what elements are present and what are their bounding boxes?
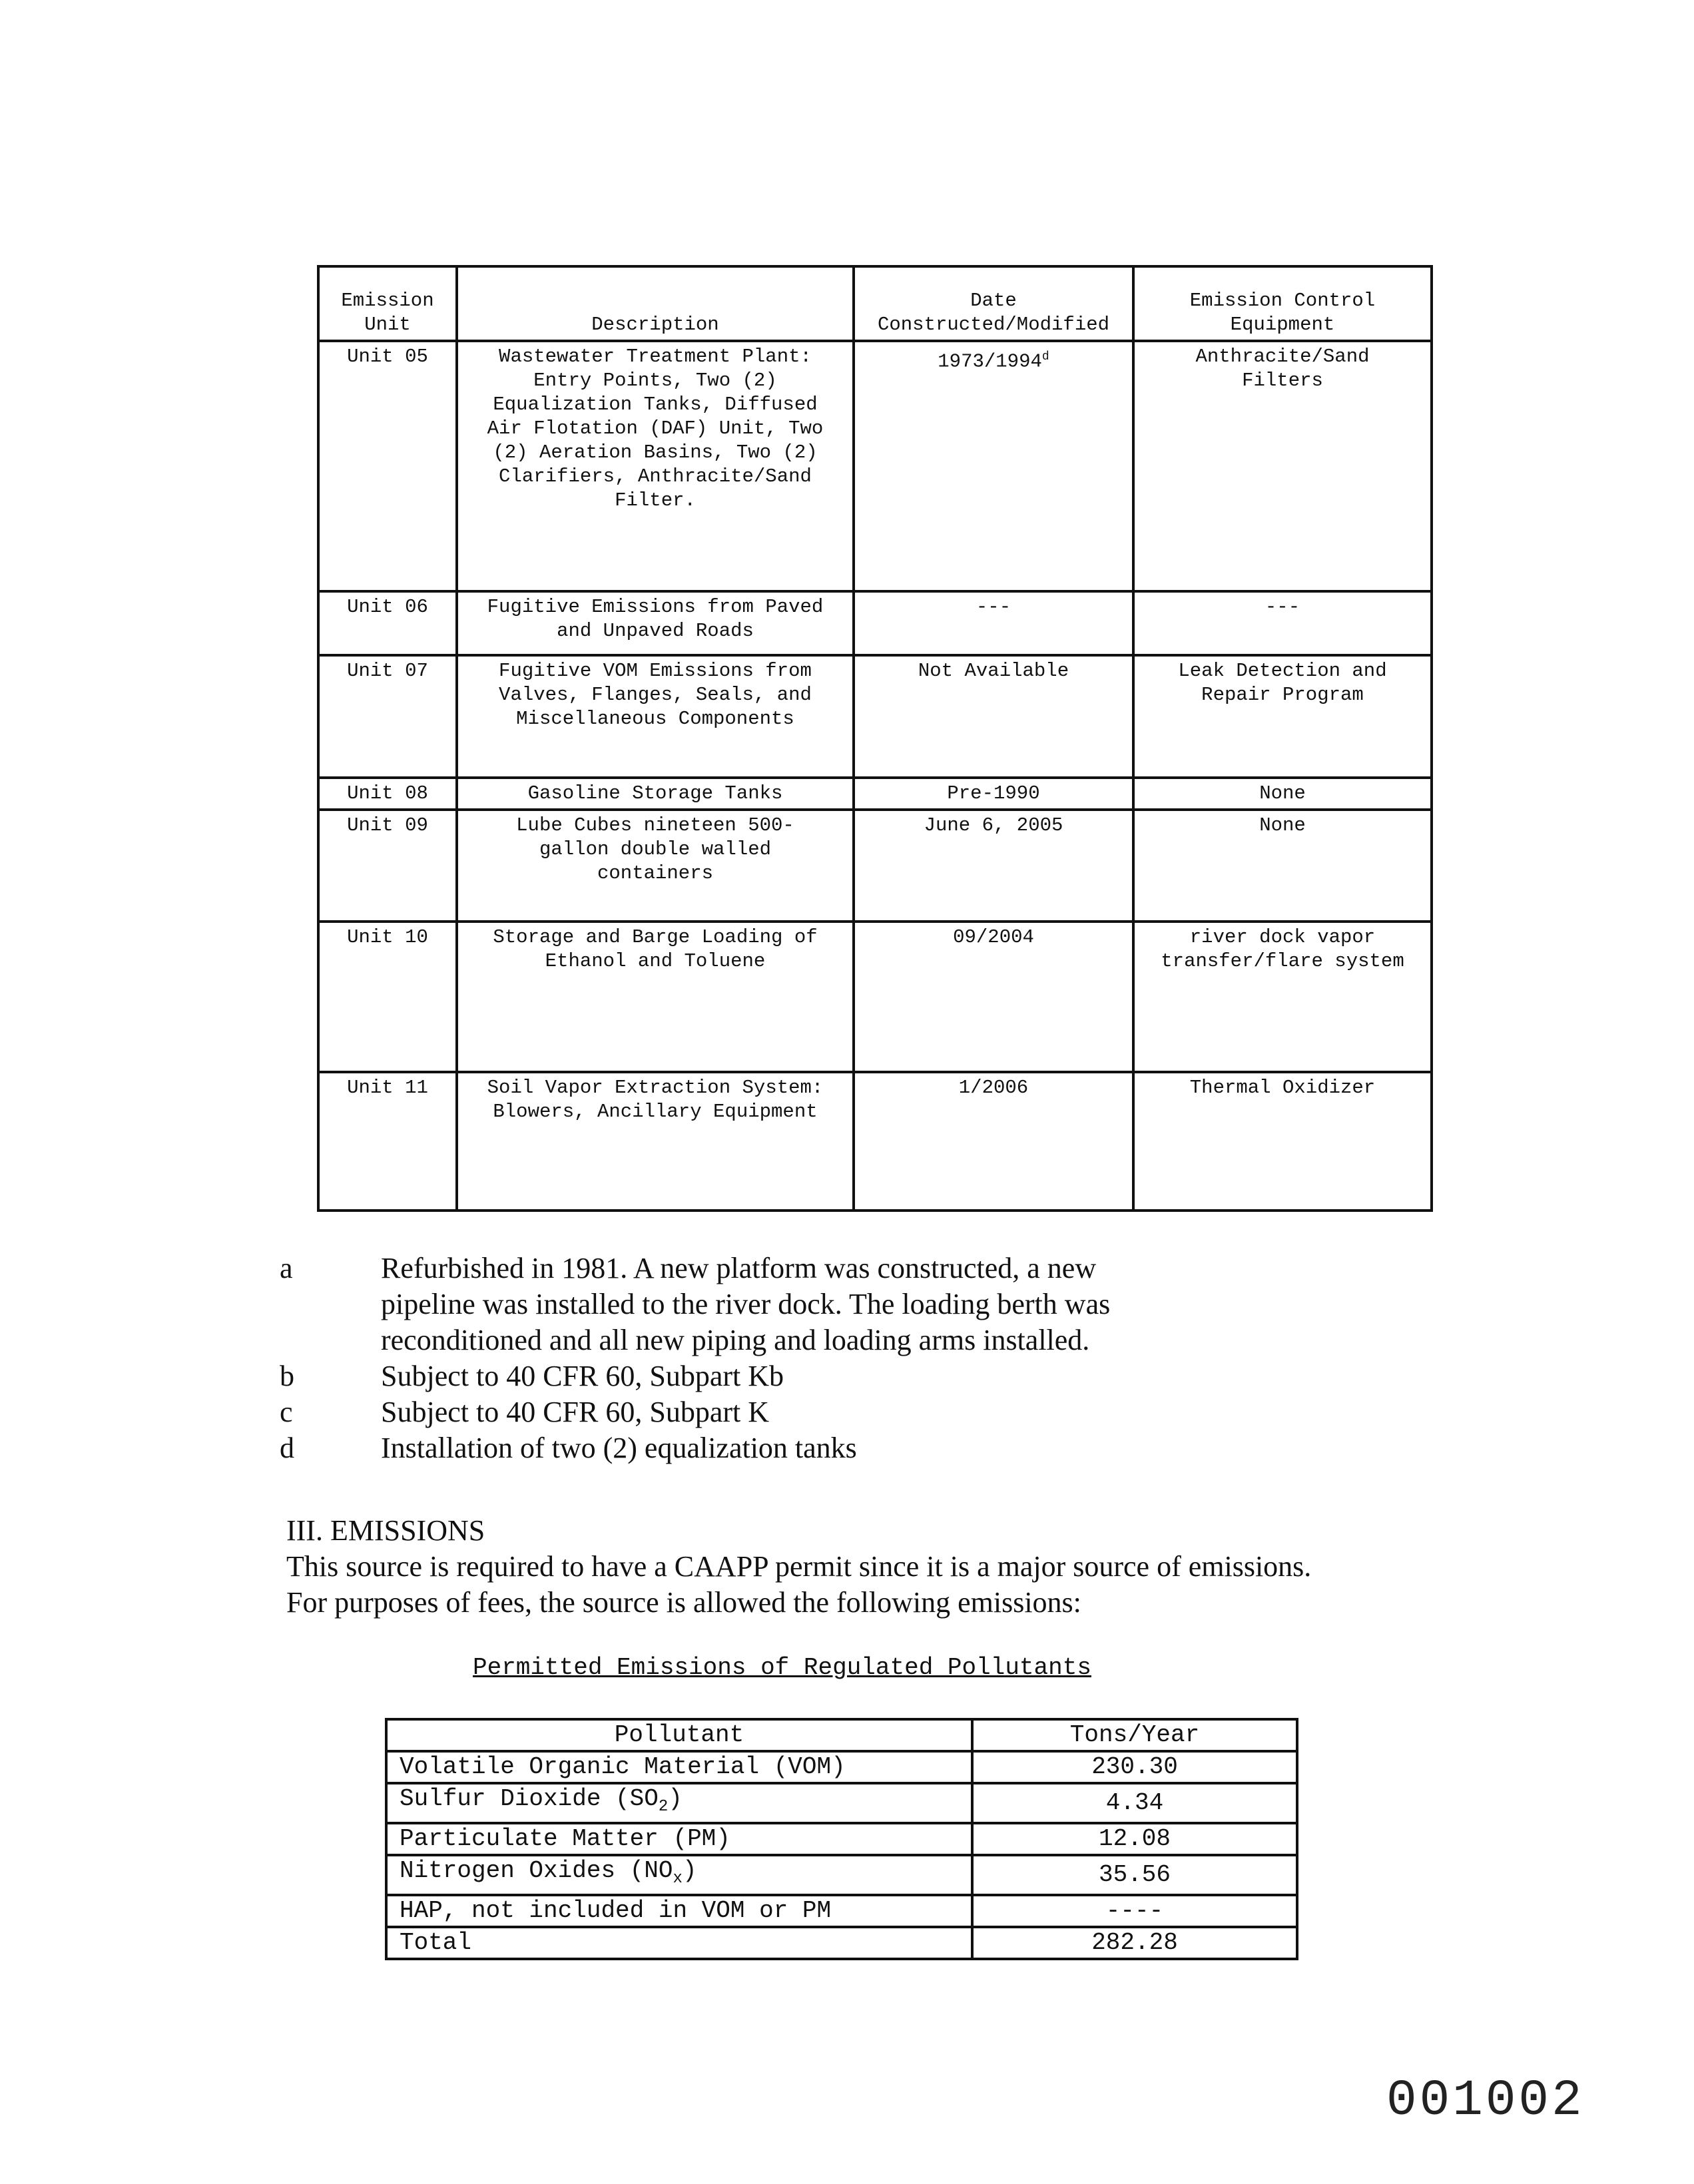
pollutant-tons: 35.56 bbox=[972, 1855, 1297, 1895]
control-cell: Anthracite/Sand Filters bbox=[1133, 341, 1432, 591]
control-cell: Leak Detection and Repair Program bbox=[1133, 655, 1432, 778]
pollutant-name-main: Nitrogen Oxides (NO bbox=[400, 1857, 673, 1885]
header-control-equipment: Emission Control Equipment bbox=[1133, 266, 1432, 341]
footnote-letter: d bbox=[280, 1432, 294, 1464]
description-cell: Storage and Barge Loading of Ethanol and Toluene bbox=[457, 922, 854, 1072]
emission-units-table bbox=[317, 265, 1433, 1212]
date-cell: June 6, 2005 bbox=[854, 810, 1133, 922]
pollutant-emissions-table bbox=[385, 1718, 1298, 1960]
pollutant-tons: 282.28 bbox=[972, 1927, 1297, 1959]
pollutant-tons: 230.30 bbox=[972, 1751, 1297, 1783]
table-row bbox=[386, 1855, 1297, 1895]
description-cell: Wastewater Treatment Plant: Entry Points, Two (2) Equalization Tanks, Diffused Air Flotation (DAF) Unit, Two (2) Aeration Basins, Two (2) Clarifiers, Anthracite/Sand Filter. bbox=[457, 341, 854, 591]
header-tons-year: Tons/Year bbox=[972, 1719, 1297, 1751]
date-cell bbox=[854, 341, 1133, 591]
control-cell: Thermal Oxidizer bbox=[1133, 1072, 1432, 1211]
table-row bbox=[386, 1927, 1297, 1959]
pollutant-header-row bbox=[386, 1719, 1297, 1751]
table-row bbox=[318, 810, 1432, 922]
date-cell: --- bbox=[854, 591, 1133, 655]
pollutant-name bbox=[386, 1783, 972, 1823]
table-row bbox=[386, 1895, 1297, 1927]
table-row bbox=[386, 1823, 1297, 1855]
pollutant-name: HAP, not included in VOM or PM bbox=[386, 1895, 972, 1927]
footnote-text: Installation of two (2) equalization tanks bbox=[381, 1432, 857, 1464]
pollutant-tons: 4.34 bbox=[972, 1783, 1297, 1823]
pollutant-name-main: Sulfur Dioxide (SO bbox=[400, 1785, 659, 1812]
table-row bbox=[318, 778, 1432, 810]
header-description: Description bbox=[457, 266, 854, 341]
footnote-letter: b bbox=[280, 1360, 294, 1392]
unit-cell: Unit 07 bbox=[318, 655, 457, 778]
table-row bbox=[386, 1751, 1297, 1783]
date-cell: 1/2006 bbox=[854, 1072, 1133, 1211]
control-cell: --- bbox=[1133, 591, 1432, 655]
pollutant-name-end: ) bbox=[668, 1785, 683, 1812]
control-cell: river dock vapor transfer/flare system bbox=[1133, 922, 1432, 1072]
page-number: 001002 bbox=[1386, 2072, 1585, 2129]
description-cell: Gasoline Storage Tanks bbox=[457, 778, 854, 810]
pollutant-tons: ---- bbox=[972, 1895, 1297, 1927]
table-row bbox=[386, 1783, 1297, 1823]
footnote-text: Subject to 40 CFR 60, Subpart Kb bbox=[381, 1360, 784, 1392]
pollutant-name-end: ) bbox=[682, 1857, 697, 1885]
footnote-marker: d bbox=[1041, 350, 1049, 364]
section-paragraph: This source is required to have a CAAPP permit since it is a major source of emissions. For purposes of fees, the source is allowed the following emissions: bbox=[286, 1550, 1312, 1619]
unit-cell: Unit 08 bbox=[318, 778, 457, 810]
footnote-c bbox=[280, 1394, 1212, 1430]
header-emission-unit: Emission Unit bbox=[318, 266, 457, 341]
footnote-text: Subject to 40 CFR 60, Subpart K bbox=[381, 1396, 770, 1428]
date-cell: Pre-1990 bbox=[854, 778, 1133, 810]
date-cell: 09/2004 bbox=[854, 922, 1133, 1072]
pollutant-name bbox=[386, 1855, 972, 1895]
pollutant-name: Volatile Organic Material (VOM) bbox=[386, 1751, 972, 1783]
pollutant-subscript: 2 bbox=[658, 1798, 669, 1816]
table-row bbox=[318, 1072, 1432, 1211]
footnotes bbox=[280, 1250, 1212, 1466]
table-row bbox=[318, 591, 1432, 655]
unit-cell: Unit 11 bbox=[318, 1072, 457, 1211]
pollutant-subscript: x bbox=[673, 1870, 683, 1888]
footnote-b bbox=[280, 1358, 1212, 1394]
description-cell: Fugitive VOM Emissions from Valves, Flanges, Seals, and Miscellaneous Components bbox=[457, 655, 854, 778]
footnote-letter: c bbox=[280, 1396, 293, 1428]
description-cell: Fugitive Emissions from Paved and Unpaved Roads bbox=[457, 591, 854, 655]
units-table-header-row bbox=[318, 266, 1432, 341]
footnote-text: Refurbished in 1981. A new platform was constructed, a new pipeline was installed to the river dock. The loading berth was reconditioned and all new piping and loading arms installed. bbox=[381, 1252, 1111, 1356]
unit-cell: Unit 05 bbox=[318, 341, 457, 591]
date-cell: Not Available bbox=[854, 655, 1133, 778]
control-cell: None bbox=[1133, 810, 1432, 922]
date-value: 1973/1994 bbox=[938, 350, 1042, 373]
description-cell: Lube Cubes nineteen 500- gallon double walled containers bbox=[457, 810, 854, 922]
header-date: Date Constructed/Modified bbox=[854, 266, 1133, 341]
footnote-d bbox=[280, 1430, 1212, 1466]
section-heading: III. EMISSIONS bbox=[286, 1514, 485, 1547]
unit-cell: Unit 10 bbox=[318, 922, 457, 1072]
table-row bbox=[318, 922, 1432, 1072]
pollutant-tons: 12.08 bbox=[972, 1823, 1297, 1855]
table-row bbox=[318, 341, 1432, 591]
description-cell: Soil Vapor Extraction System: Blowers, Ancillary Equipment bbox=[457, 1072, 854, 1211]
pollutant-name: Particulate Matter (PM) bbox=[386, 1823, 972, 1855]
table-caption: Permitted Emissions of Regulated Pollutants bbox=[473, 1654, 1091, 1681]
footnote-a bbox=[280, 1250, 1212, 1358]
table-row bbox=[318, 655, 1432, 778]
footnote-letter: a bbox=[280, 1252, 293, 1284]
control-cell: None bbox=[1133, 778, 1432, 810]
header-pollutant: Pollutant bbox=[386, 1719, 972, 1751]
unit-cell: Unit 06 bbox=[318, 591, 457, 655]
pollutant-name: Total bbox=[386, 1927, 972, 1959]
unit-cell: Unit 09 bbox=[318, 810, 457, 922]
